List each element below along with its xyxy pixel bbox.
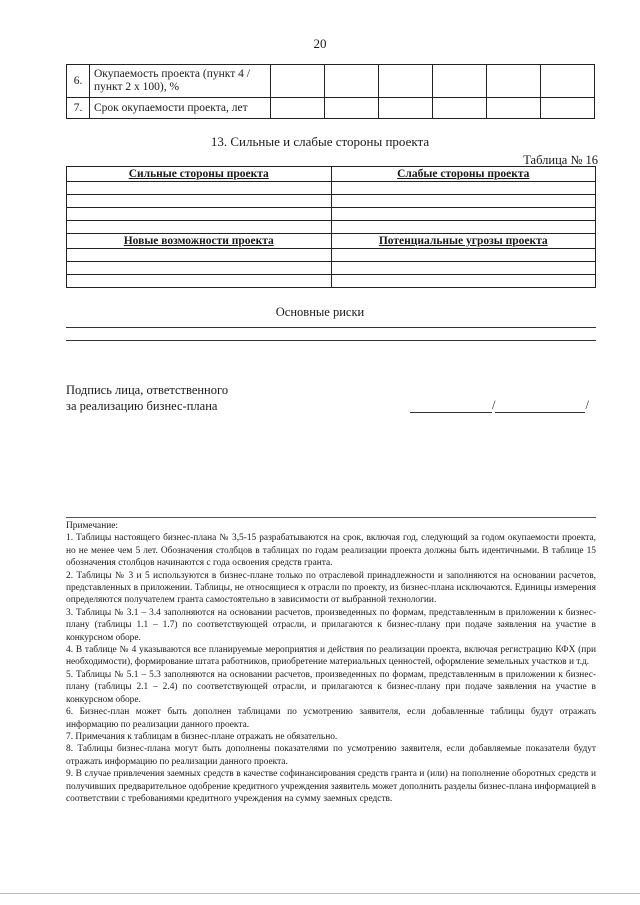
table-cell [331, 262, 596, 275]
note-item: 1. Таблицы настоящего бизнес-плана № 3,5-15 разрабатываются на срок, включая год, следующий за годом окупаемости проекта, но не менее чем 5 лет. Обозначения столбцов в таблицах по годам реализации проекта должны быть идентичными. В таблице 15 обозначения столбцов начинаются с года освоения средств гранта. [66, 533, 596, 569]
table-cell [487, 65, 541, 98]
table-row [67, 262, 596, 275]
table-row [67, 249, 596, 262]
table-cell [331, 182, 596, 195]
table-cell [379, 98, 433, 119]
table-row [67, 208, 596, 221]
table-cell [67, 262, 332, 275]
table-cell [67, 249, 332, 262]
table-cell [331, 275, 596, 288]
table-cell [487, 98, 541, 119]
signature-separator: / [492, 398, 496, 412]
note-item: 7. Примечания к таблицам в бизнес-плане отражать не обязательно. [66, 731, 338, 742]
note-item: 4. В таблице № 4 указываются все планируемые мероприятия и действия по реализации проекта, включая регистрацию КФХ (при необходимости), формирование штата работников, приобретение материальных ценностей, оформление земельных участков и т.д. [66, 645, 596, 668]
note-item: 5. Таблицы № 5.1 – 5.3 заполняются на основании расчетов, произведенных по формам, представленным в приложении к бизнес-плану (таблицы 2.1 – 2.4) по соответствующей отрасли, и прилагаются к бизнес-плану при подаче заявления на участие в конкурсном оборе. [66, 669, 596, 705]
table-row [67, 275, 596, 288]
signature-line-1: Подпись лица, ответственного [66, 383, 229, 397]
risks-line [66, 327, 596, 328]
signature-line-2: за реализацию бизнес-плана [66, 399, 218, 413]
signature-caption [66, 382, 228, 414]
table-cell [67, 275, 332, 288]
table-cell [325, 98, 379, 119]
table-row [67, 221, 596, 234]
risks-line [66, 340, 596, 341]
note-item: 8. Таблицы бизнес-плана могут быть дополнены показателями по усмотрению заявителя, если добавляемые показатели будут отражать информацию по реализации данного проекта. [66, 744, 596, 767]
payback-table [66, 64, 595, 119]
table-cell [331, 221, 596, 234]
table-row [67, 98, 595, 119]
notes-title: Примечание: [66, 521, 119, 531]
swot-table [66, 166, 596, 288]
page-bottom-edge [0, 893, 640, 894]
table-row [67, 234, 596, 249]
table-row [67, 65, 595, 98]
strengths-header: Сильные стороны проекта [67, 167, 332, 182]
row-label: Окупаемость проекта (пункт 4 / пункт 2 х 100), % [90, 65, 271, 98]
row-number: 7. [67, 98, 90, 119]
page-number: 20 [313, 36, 327, 51]
table-cell [433, 65, 487, 98]
table-cell [331, 249, 596, 262]
note-item: 3. Таблицы № 3.1 – 3.4 заполняются на основании расчетов, произведенных по формам, представленным в приложении к бизнес-плану (таблицы 1.1 – 1.7) по соответствующей отрасли, и прилагаются к бизнес-плану при подаче заявления на участие в конкурсном оборе. [66, 607, 596, 643]
table-row [67, 195, 596, 208]
opportunities-header: Новые возможности проекта [67, 234, 332, 249]
table-cell [67, 182, 332, 195]
note-item: 9. В случае привлечения заемных средств в качестве софинансирования средств гранта и (или) на пополнение оборотных средств и получивших предварительное одобрение кредитного учреждения заявитель может дополнить разделы бизнес-плана информацией в соответствии с требованиями кредитного учреждения на сумму заемных средств. [66, 769, 596, 804]
row-number: 6. [67, 65, 90, 98]
table-cell [271, 98, 325, 119]
notes-divider [66, 517, 596, 518]
table-cell [67, 221, 332, 234]
threats-header: Потенциальные угрозы проекта [331, 234, 596, 249]
table-row [67, 167, 596, 182]
table-cell [325, 65, 379, 98]
table-cell [433, 98, 487, 119]
table-cell [331, 208, 596, 221]
table-cell [541, 98, 595, 119]
signature-separator: / [585, 398, 589, 412]
note-item: 6. Бизнес-план может быть дополнен таблицами по усмотрению заявителя, если добавленные таблицы будут отражать информацию по реализации данного проекта. [66, 707, 596, 730]
table-row [67, 182, 596, 195]
notes [66, 520, 596, 805]
table-label: Таблица № 16 [523, 153, 598, 167]
weaknesses-header: Слабые стороны проекта [331, 167, 596, 182]
section-title: 13. Сильные и слабые стороны проекта [210, 134, 430, 149]
table-cell [67, 195, 332, 208]
note-item: 2. Таблицы № 3 и 5 используются в бизнес-плане только по отраслевой принадлежности и заполняются на основании расчетов, представленных в приложении. Таблицы, не относящиеся к отрасли по проекту, из бизнес-плана исключаются. Единицы измерения определяются получателем гранта самостоятельно в зависимости от выбранной технологии. [66, 570, 596, 606]
table-cell [379, 65, 433, 98]
table-cell [67, 208, 332, 221]
name-field[interactable] [495, 399, 585, 413]
risks-title: Основные риски [275, 305, 365, 319]
row-label: Срок окупаемости проекта, лет [90, 98, 271, 119]
table-cell [541, 65, 595, 98]
signature-fields [410, 398, 589, 413]
signature-field[interactable] [410, 399, 492, 413]
table-cell [271, 65, 325, 98]
table-cell [331, 195, 596, 208]
